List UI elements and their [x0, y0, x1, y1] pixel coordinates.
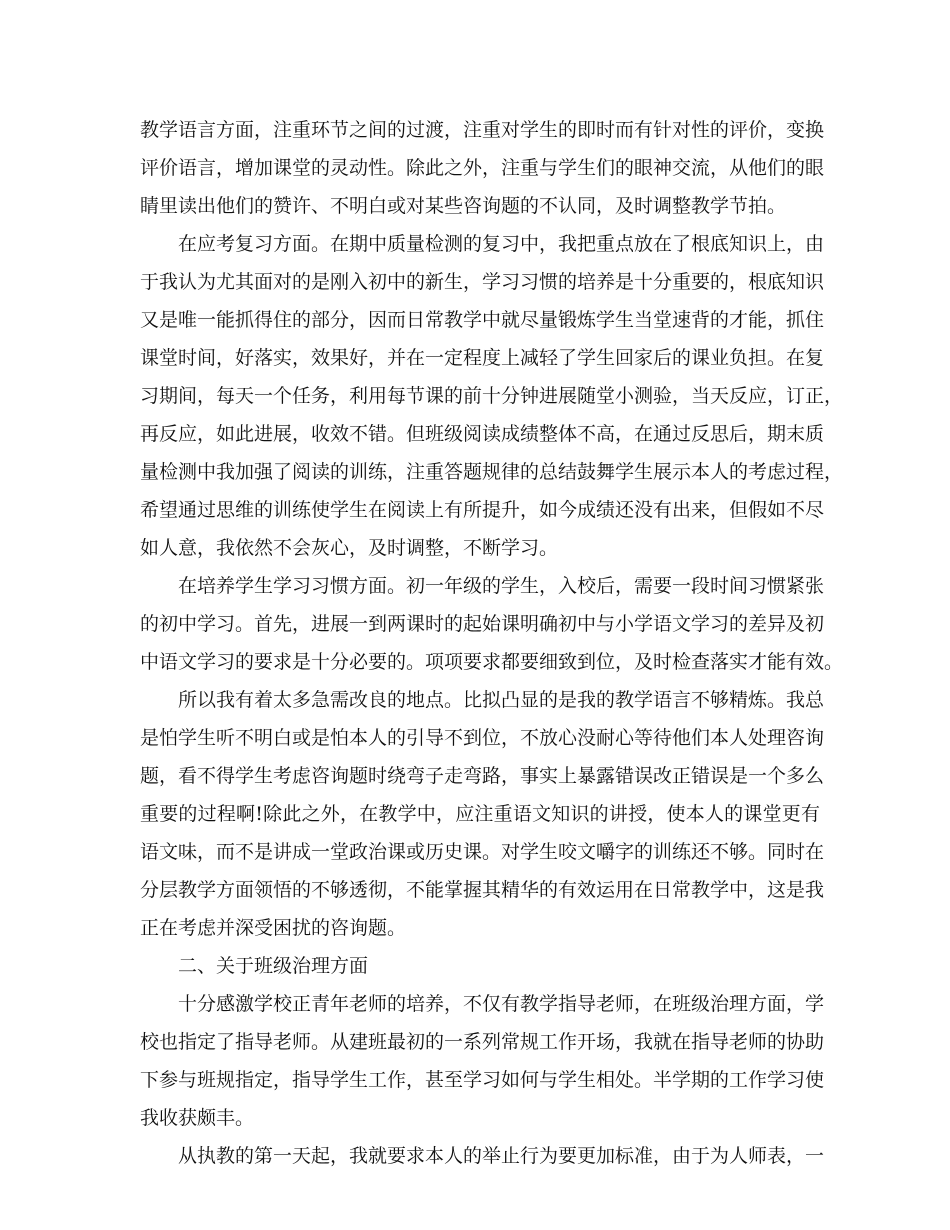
- text-line: 再反应，如此进展，收效不错。但班级阅读成绩整体不高，在通过反思后，期末质: [140, 423, 825, 445]
- text-line: 中语文学习的要求是十分必要的。项项要求都要细致到位，及时检查落实才能有效。: [140, 651, 844, 673]
- text-line: 语文味，而不是讲成一堂政治课或历史课。对学生咬文嚼字的训练还不够。同时在: [140, 841, 825, 863]
- text-line: 是怕学生听不明白或是怕本人的引导不到位，不放心没耐心等待他们本人处理咨询: [140, 727, 825, 749]
- paragraph-first-line: 在培养学生学习习惯方面。初一年级的学生，入校后，需要一段时间习惯紧张: [178, 575, 825, 597]
- text-line: 分层教学方面领悟的不够透彻，不能掌握其精华的有效运用在日常教学中，这是我: [140, 879, 825, 901]
- paragraph-first-line: 所以我有着太多急需改良的地点。比拟凸显的是我的教学语言不够精炼。我总: [178, 689, 825, 711]
- text-line: 习期间，每天一个任务，利用每节课的前十分钟进展随堂小测验，当天反应，订正，: [140, 385, 844, 407]
- paragraph-first-line: 十分感激学校正青年老师的培养，不仅有教学指导老师，在班级治理方面，学: [178, 993, 825, 1015]
- text-line: 我收获颇丰。: [140, 1107, 255, 1129]
- text-line: 题，看不得学生考虑咨询题时绕弯子走弯路，事实上暴露错误改正错误是一个多么: [140, 765, 825, 787]
- text-line: 如人意，我依然不会灰心，及时调整，不断学习。: [140, 537, 559, 559]
- text-line: 的初中学习。首先，进展一到两课时的起始课明确初中与小学语文学习的差异及初: [140, 613, 825, 635]
- text-line: 于我认为尤其面对的是刚入初中的新生，学习习惯的培养是十分重要的，根底知识: [140, 271, 825, 293]
- text-line: 课堂时间，好落实，效果好，并在一定程度上减轻了学生回家后的课业负担。在复: [140, 347, 825, 369]
- text-line: 正在考虑并深受困扰的咨询题。: [140, 917, 407, 939]
- text-line: 评价语言，增加课堂的灵动性。除此之外，注重与学生们的眼神交流，从他们的眼: [140, 157, 825, 179]
- section-heading: 二、关于班级治理方面: [178, 955, 369, 977]
- text-line: 重要的过程啊!除此之外，在教学中，应注重语文知识的讲授，使本人的课堂更有: [140, 803, 820, 825]
- text-line: 又是唯一能抓得住的部分，因而日常教学中就尽量锻炼学生当堂速背的才能，抓住: [140, 309, 825, 331]
- text-line: 希望通过思维的训练使学生在阅读上有所提升，如今成绩还没有出来，但假如不尽: [140, 499, 825, 521]
- text-line: 校也指定了指导老师。从建班最初的一系列常规工作开场，我就在指导老师的协助: [140, 1031, 825, 1053]
- text-line: 睛里读出他们的赞许、不明白或对某些咨询题的不认同，及时调整教学节拍。: [140, 195, 787, 217]
- text-line: 教学语言方面，注重环节之间的过渡，注重对学生的即时而有针对性的评价，变换: [140, 119, 825, 141]
- text-line: 量检测中我加强了阅读的训练，注重答题规律的总结鼓舞学生展示本人的考虑过程，: [140, 461, 844, 483]
- paragraph-first-line: 在应考复习方面。在期中质量检测的复习中，我把重点放在了根底知识上，由: [178, 233, 825, 255]
- text-line: 下参与班规指定，指导学生工作，甚至学习如何与学生相处。半学期的工作学习使: [140, 1069, 825, 1091]
- paragraph-first-line: 从执教的第一天起，我就要求本人的举止行为要更加标准，由于为人师表，一: [178, 1145, 825, 1167]
